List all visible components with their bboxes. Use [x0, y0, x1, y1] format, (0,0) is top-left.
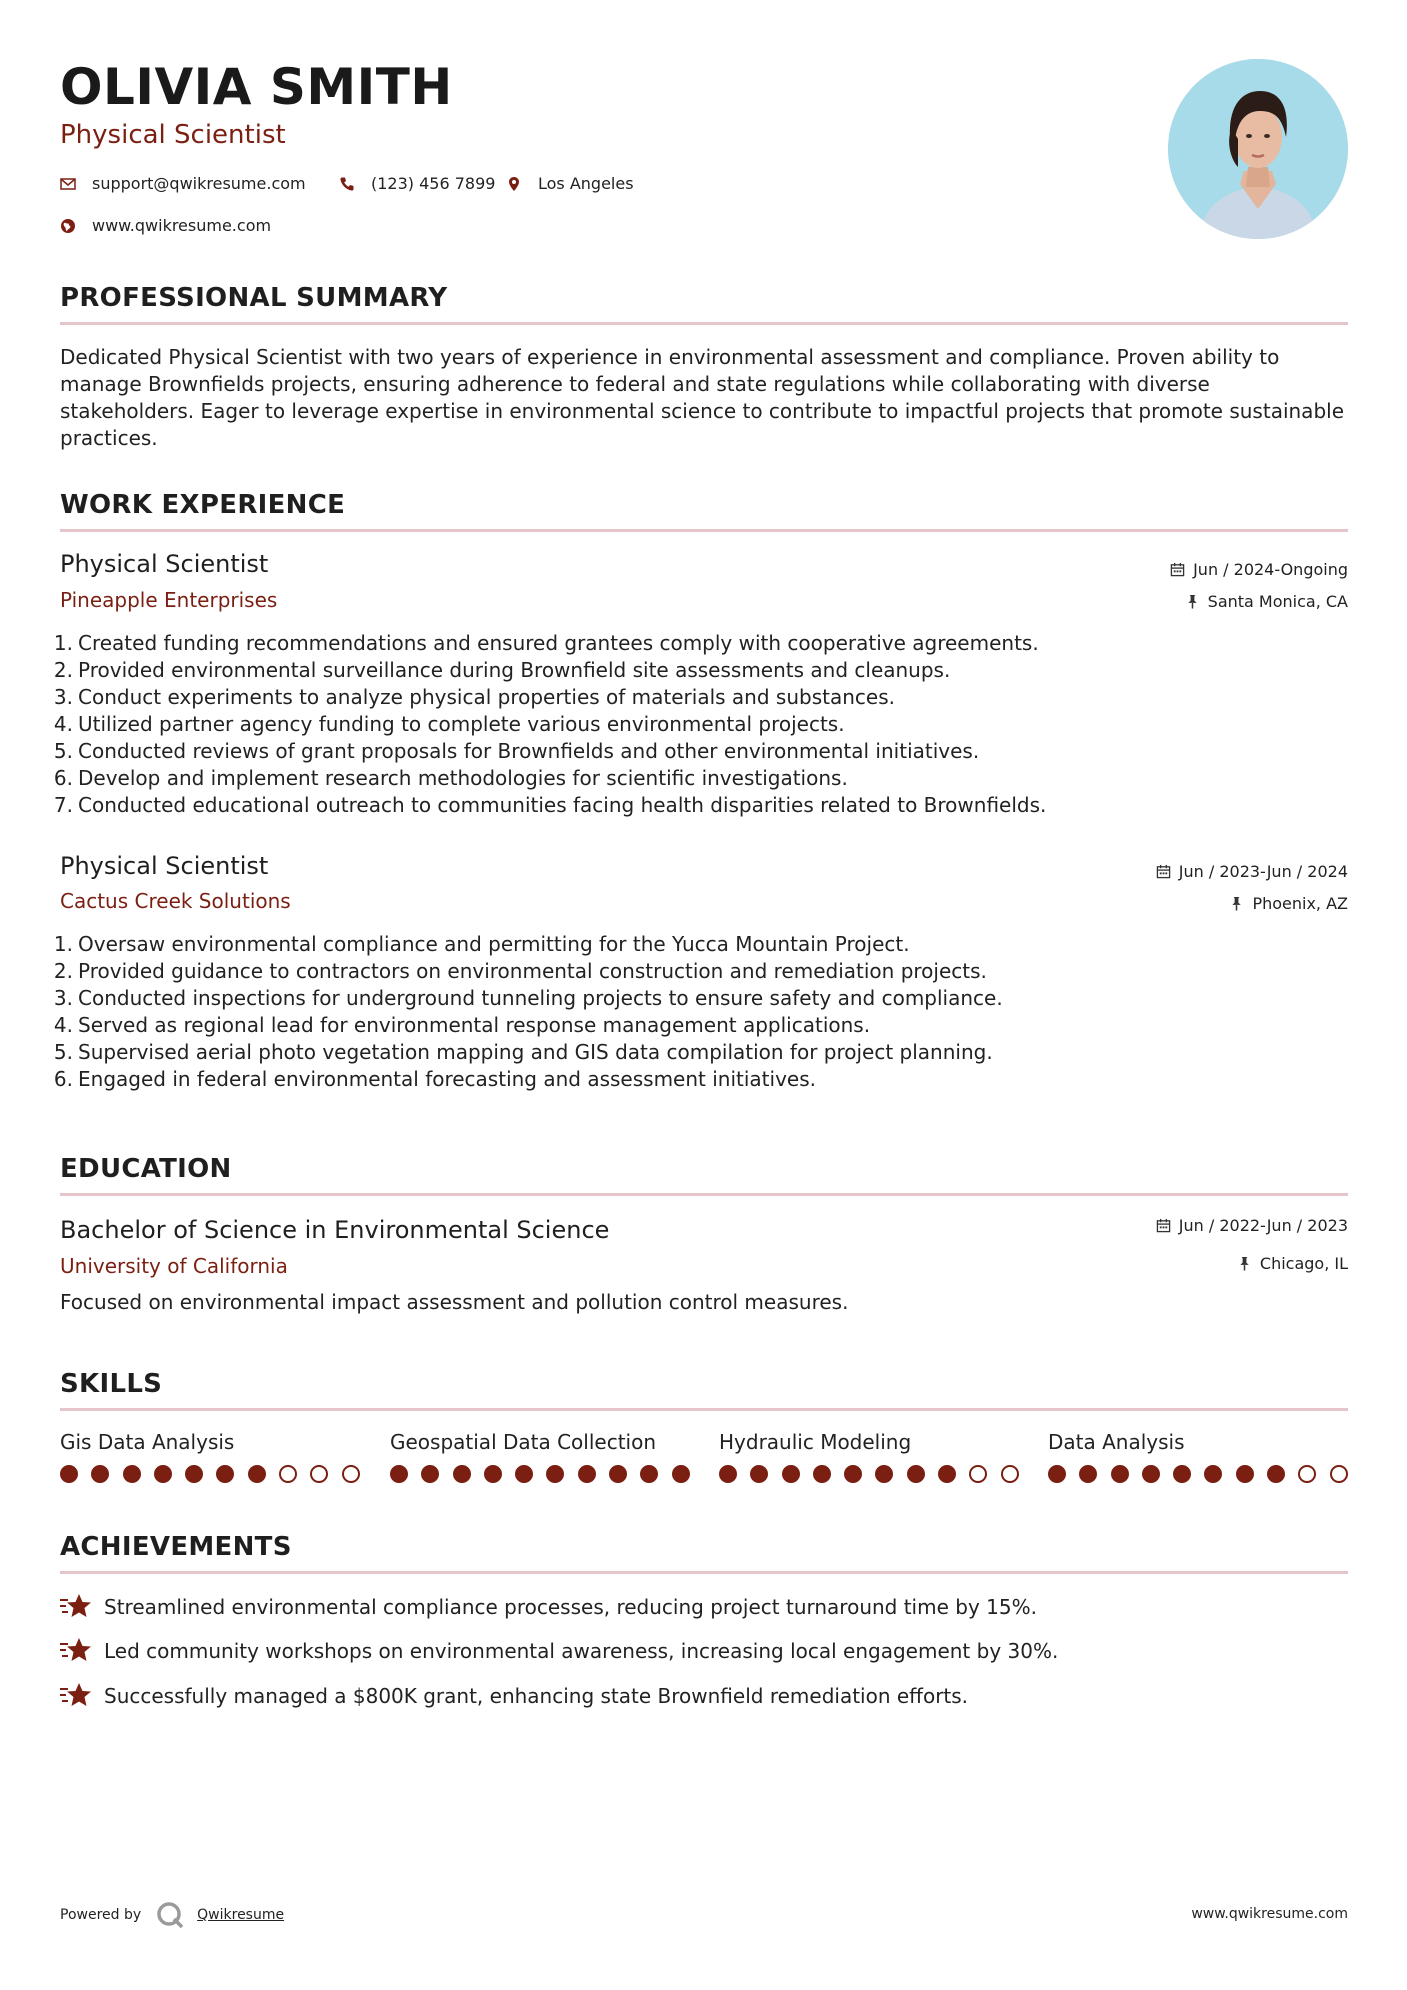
candidate-name: OLIVIA SMITH	[60, 58, 453, 116]
list-item: 4. Served as regional lead for environmental response management applications.	[53, 1013, 871, 1037]
rating-dot-filled	[875, 1465, 893, 1483]
pushpin-icon	[1237, 1256, 1252, 1271]
rating-dot-filled	[484, 1465, 502, 1483]
job-company: Pineapple Enterprises	[60, 588, 278, 612]
rating-dot-filled	[1236, 1465, 1254, 1483]
summary-text: Dedicated Physical Scientist with two years of experience in environmental assessment and compliance. Proven ability to manage Brownfields projects, ensuring adherence to federal and state regulations while collaborating with diverse stakeholders. Eager to leverage expertise in environmental science to contribute to impactful projects that promote sustainable practices.	[60, 345, 1344, 450]
rating-dot-empty	[1330, 1465, 1348, 1483]
skill-item	[719, 1430, 1024, 1483]
rating-dot-filled	[60, 1465, 78, 1483]
rating-dot-filled	[421, 1465, 439, 1483]
list-item: 6. Develop and implement research methodologies for scientific investigations.	[53, 766, 848, 790]
rating-dot-empty	[279, 1465, 297, 1483]
calendar-icon	[1156, 864, 1171, 879]
star-award-icon	[60, 1681, 92, 1711]
job-duties-list	[50, 931, 1340, 1093]
rating-dot-empty	[1298, 1465, 1316, 1483]
rating-dot-filled	[1142, 1465, 1160, 1483]
skill-rating	[1048, 1465, 1353, 1483]
rating-dot-filled	[123, 1465, 141, 1483]
contact-email-text: support@qwikresume.com	[92, 174, 306, 193]
section-divider	[60, 322, 1348, 325]
contact-location	[506, 174, 634, 193]
skill-item	[60, 1430, 365, 1483]
rating-dot-empty	[342, 1465, 360, 1483]
job-location	[1229, 894, 1348, 913]
rating-dot-filled	[1079, 1465, 1097, 1483]
list-item: 2. Provided guidance to contractors on environmental construction and remediation projects.	[53, 959, 987, 983]
rating-dot-filled	[844, 1465, 862, 1483]
list-item: 3. Conduct experiments to analyze physical properties of materials and substances.	[53, 685, 895, 709]
rating-dot-filled	[1173, 1465, 1191, 1483]
rating-dot-filled	[91, 1465, 109, 1483]
rating-dot-filled	[216, 1465, 234, 1483]
list-item: 3. Conducted inspections for underground tunneling projects to ensure safety and compliance.	[53, 986, 1003, 1010]
section-divider	[60, 1408, 1348, 1411]
rating-dot-filled	[185, 1465, 203, 1483]
education-date	[1156, 1216, 1348, 1235]
achievement-item	[60, 1592, 1037, 1622]
achievement-item	[60, 1636, 1058, 1666]
rating-dot-filled	[609, 1465, 627, 1483]
rating-dot-empty	[310, 1465, 328, 1483]
rating-dot-filled	[907, 1465, 925, 1483]
rating-dot-filled	[938, 1465, 956, 1483]
rating-dot-filled	[515, 1465, 533, 1483]
contact-email[interactable]	[60, 174, 306, 193]
star-award-icon	[60, 1592, 92, 1622]
job-date-text: Jun / 2024-Ongoing	[1193, 560, 1348, 579]
rating-dot-filled	[1111, 1465, 1129, 1483]
rating-dot-filled	[1204, 1465, 1222, 1483]
contact-website[interactable]	[60, 216, 271, 235]
list-item: 5. Supervised aerial photo vegetation mapping and GIS data compilation for project planning.	[53, 1040, 993, 1064]
rating-dot-empty	[969, 1465, 987, 1483]
contact-location-text: Los Angeles	[538, 174, 634, 193]
education-school: University of California	[60, 1254, 288, 1278]
job-date-text: Jun / 2023-Jun / 2024	[1178, 862, 1348, 881]
qwikresume-logo-icon	[155, 1900, 185, 1930]
section-title-education: EDUCATION	[60, 1154, 232, 1184]
rating-dot-filled	[782, 1465, 800, 1483]
powered-by-label: Powered by	[60, 1907, 142, 1923]
section-divider	[60, 529, 1348, 532]
calendar-icon	[1170, 562, 1185, 577]
job-date	[1170, 560, 1348, 579]
achievement-text: Streamlined environmental compliance processes, reducing project turnaround time by 15%.	[104, 1595, 1037, 1619]
job-company: Cactus Creek Solutions	[60, 889, 291, 913]
phone-icon	[339, 176, 355, 192]
pushpin-icon	[1185, 594, 1200, 609]
list-item: 7. Conducted educational outreach to communities facing health disparities related to Brownfields.	[53, 793, 1047, 817]
rating-dot-filled	[1048, 1465, 1066, 1483]
job-location-text: Santa Monica, CA	[1207, 592, 1348, 611]
list-item: 1. Created funding recommendations and ensured grantees comply with cooperative agreements.	[53, 631, 1039, 655]
pushpin-icon	[1229, 896, 1244, 911]
section-title-experience: WORK EXPERIENCE	[60, 490, 346, 520]
rating-dot-filled	[719, 1465, 737, 1483]
rating-dot-empty	[1001, 1465, 1019, 1483]
section-divider	[60, 1193, 1348, 1196]
list-item: 6. Engaged in federal environmental forecasting and assessment initiatives.	[53, 1067, 816, 1091]
section-title-summary: PROFESSIONAL SUMMARY	[60, 283, 448, 313]
skill-name: Hydraulic Modeling	[719, 1430, 912, 1454]
skill-name: Gis Data Analysis	[60, 1430, 235, 1454]
rating-dot-filled	[154, 1465, 172, 1483]
achievement-item	[60, 1681, 968, 1711]
education-location-text: Chicago, IL	[1259, 1254, 1348, 1273]
job-title: Physical Scientist	[60, 550, 269, 578]
envelope-icon	[60, 176, 76, 192]
qwikresume-link[interactable]: Qwikresume	[197, 1907, 285, 1923]
rating-dot-filled	[546, 1465, 564, 1483]
job-date	[1156, 862, 1348, 881]
education-date-text: Jun / 2022-Jun / 2023	[1178, 1216, 1348, 1235]
skill-rating	[390, 1465, 695, 1483]
section-divider	[60, 1571, 1348, 1574]
skill-rating	[60, 1465, 365, 1483]
list-item: 4. Utilized partner agency funding to complete various environmental projects.	[53, 712, 845, 736]
rating-dot-filled	[750, 1465, 768, 1483]
calendar-icon	[1156, 1218, 1171, 1233]
achievement-text: Successfully managed a $800K grant, enhancing state Brownfield remediation efforts.	[104, 1684, 969, 1708]
skill-name: Data Analysis	[1048, 1430, 1185, 1454]
map-pin-icon	[506, 176, 522, 192]
rating-dot-filled	[248, 1465, 266, 1483]
rating-dot-filled	[578, 1465, 596, 1483]
profile-photo	[1168, 59, 1348, 239]
skill-item	[1048, 1430, 1353, 1483]
section-title-achievements: ACHIEVEMENTS	[60, 1532, 292, 1562]
contact-phone[interactable]	[339, 174, 495, 193]
job-duties-list	[50, 630, 1340, 819]
list-item: 5. Conducted reviews of grant proposals for Brownfields and other environmental initiatives.	[53, 739, 980, 763]
rating-dot-filled	[1267, 1465, 1285, 1483]
education-description: Focused on environmental impact assessment and pollution control measures.	[60, 1290, 849, 1314]
candidate-role: Physical Scientist	[60, 120, 286, 150]
skill-rating	[719, 1465, 1024, 1483]
rating-dot-filled	[672, 1465, 690, 1483]
rating-dot-filled	[453, 1465, 471, 1483]
skill-item	[390, 1430, 695, 1483]
section-title-skills: SKILLS	[60, 1369, 163, 1399]
contact-website-text: www.qwikresume.com	[92, 216, 272, 235]
rating-dot-filled	[390, 1465, 408, 1483]
job-title: Physical Scientist	[60, 852, 269, 880]
education-location	[1237, 1254, 1348, 1273]
footer-site-link[interactable]: www.qwikresume.com	[1191, 1906, 1348, 1922]
star-award-icon	[60, 1636, 92, 1666]
rating-dot-filled	[813, 1465, 831, 1483]
list-item: 2. Provided environmental surveillance during Brownfield site assessments and cleanups.	[53, 658, 951, 682]
footer-powered-by	[60, 1900, 284, 1930]
contact-phone-text: (123) 456 7899	[371, 174, 496, 193]
education-degree: Bachelor of Science in Environmental Science	[60, 1216, 610, 1244]
achievement-text: Led community workshops on environmental awareness, increasing local engagement by 30%.	[104, 1639, 1059, 1663]
list-item: 1. Oversaw environmental compliance and permitting for the Yucca Mountain Project.	[53, 932, 910, 956]
job-location	[1185, 592, 1348, 611]
rating-dot-filled	[640, 1465, 658, 1483]
skill-name: Geospatial Data Collection	[390, 1430, 657, 1454]
job-location-text: Phoenix, AZ	[1252, 894, 1348, 913]
portrait-illustration	[1168, 59, 1348, 239]
globe-icon	[60, 218, 76, 234]
